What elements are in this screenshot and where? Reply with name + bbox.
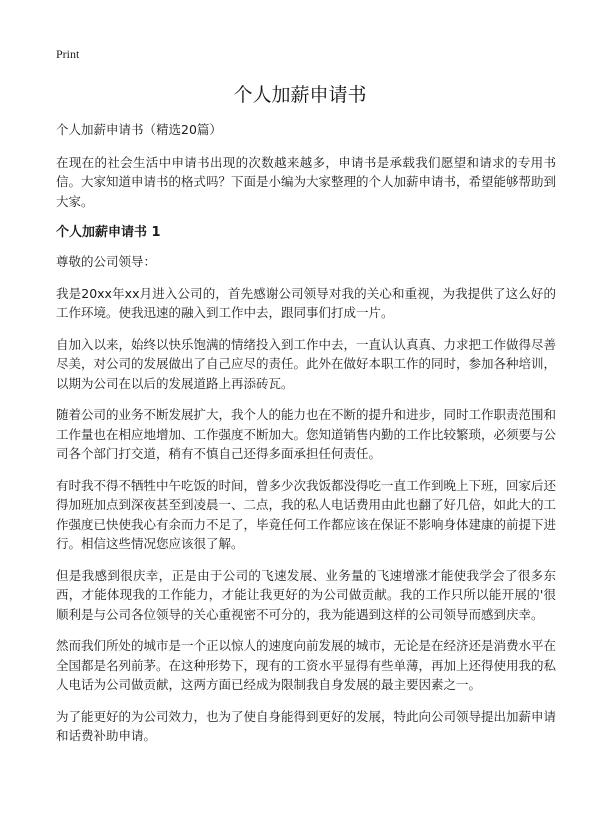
print-link[interactable]: Print: [56, 47, 80, 61]
body-paragraph: 但是我感到很庆幸，正是由于公司的飞速发展、业务量的飞速增涨才能使我学会了很多东西，才能体现我的工作能力，才能让我更好的为公司做贡献。我的工作只所以能开展的'很顺利是与公司各位领导的关心重视密不可分的，我为能遇到这样的公司领导而感到庆幸。: [56, 567, 556, 622]
document-subtitle: 个人加薪申请书（精选20篇）: [56, 122, 222, 137]
body-paragraph: 我是20xx年xx月进入公司的，首先感谢公司领导对我的关心和重视，为我提供了这么好的工作环境。使我迅速的融入到工作中去，跟同事们打成一片。: [56, 285, 556, 320]
body-paragraph: 自加入以来，始终以快乐饱满的情绪投入到工作中去，一直认认真真、力求把工作做得尽善尽美，对公司的发展做出了自己应尽的责任。此外在做好本职工作的同时，参加各种培训，以期为公司在以后的发展道路上再添砖瓦。: [56, 336, 557, 391]
letter-greeting: 尊敬的公司领导：: [56, 254, 157, 269]
intro-paragraph: 在现在的社会生活中申请书出现的次数越来越多，申请书是承载我们愿望和请求的专用书信。大家知道申请书的格式吗？下面是小编为大家整理的个人加薪申请书，希望能够帮助到大家。: [56, 154, 557, 209]
section-heading: 个人加薪申请书 1: [56, 225, 161, 240]
body-paragraph: 有时我不得不牺牲中午吃饭的时间，曾多少次我饭都没得吃一直工作到晚上下班，回家后还得加班加点到深夜甚至到凌晨一、二点，我的私人电话费用由此也翻了好几倍，如此大的工作强度已快使我心有余而力不足了，毕竟任何工作都应该在保证不影响身体建康的前提下进行。相信这些情况您应该很了解。: [56, 477, 557, 551]
body-paragraph: 然而我们所处的城市是一个正以惊人的速度向前发展的城市，无论是在经济还是消费水平在全国都是名列前茅。在这种形势下，现有的工资水平显得有些单薄，再加上还得使用我的私人电话为公司做贡献，这两方面已经成为限制我自身发展的最主要因素之一。: [56, 638, 557, 692]
page-title: 个人加薪申请书: [233, 84, 367, 106]
body-paragraph: 为了能更好的为公司效力，也为了使自身能得到更好的发展，特此向公司领导提出加薪申请和话费补助申请。: [56, 708, 557, 743]
document-body: [56, 120, 556, 758]
body-paragraph: 随着公司的业务不断发展扩大，我个人的能力也在不断的提升和进步，同时工作职责范围和工作量也在相应地增加、工作强度不断加大。您知道销售内勤的工作比较繁琐，必须要与公司各个部门打交道，稍有不慎自己还得多面承担任何责任。: [56, 407, 557, 461]
